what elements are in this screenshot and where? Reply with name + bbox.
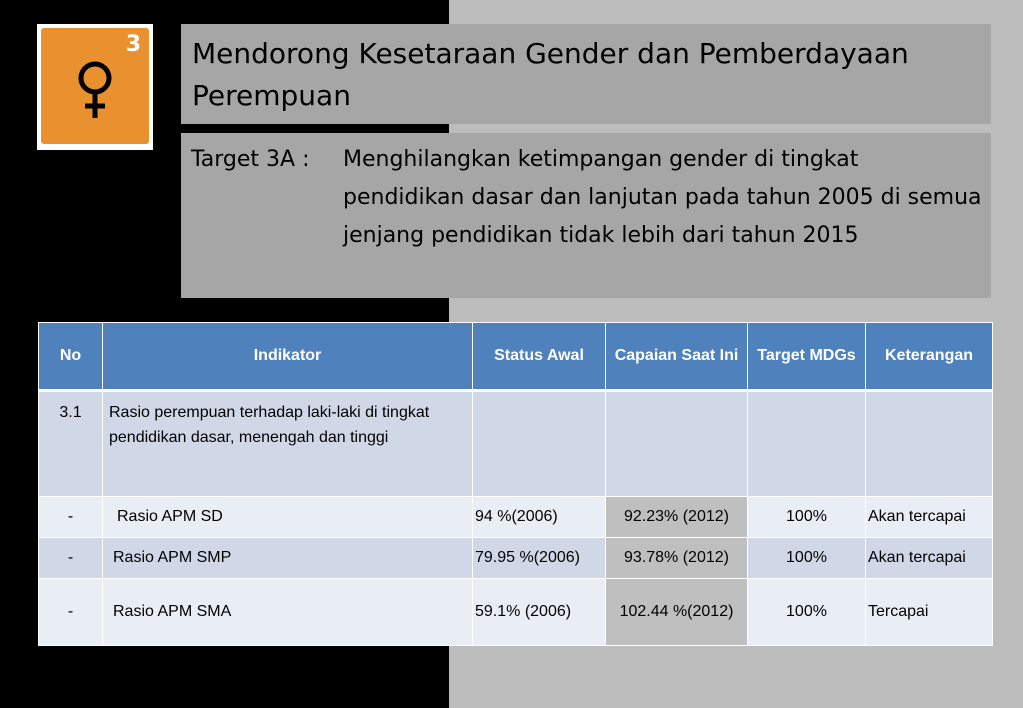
cell-capaian: 102.44 %(2012) bbox=[606, 579, 748, 646]
cell-keterangan: Akan tercapai bbox=[866, 497, 993, 538]
cell-status: 59.1% (2006) bbox=[473, 579, 606, 646]
female-symbol-icon bbox=[67, 56, 123, 122]
header-indikator: Indikator bbox=[103, 323, 473, 391]
mdg-goal-icon bbox=[37, 24, 153, 150]
cell-status: 94 %(2006) bbox=[473, 497, 606, 538]
cell-indikator: Rasio APM SMA bbox=[103, 579, 473, 646]
cell-keterangan: Akan tercapai bbox=[866, 538, 993, 579]
table-row bbox=[39, 391, 993, 497]
table-row bbox=[39, 538, 993, 579]
goal-badge bbox=[41, 28, 149, 144]
cell-target: 100% bbox=[748, 538, 866, 579]
header-no: No bbox=[39, 323, 103, 391]
cell-indikator: Rasio perempuan terhadap laki-laki di tingkat pendidikan dasar, menengah dan tinggi bbox=[103, 391, 473, 497]
cell-status bbox=[473, 391, 606, 497]
cell-keterangan: Tercapai bbox=[866, 579, 993, 646]
target-description: Menghilangkan ketimpangan gender di tingkat pendidikan dasar dan lanjutan pada tahun 2005 di semua jenjang pendidikan tidak lebih dari tahun 2015 bbox=[343, 147, 982, 248]
page-title: Mendorong Kesetaraan Gender dan Pemberdayaan Perempuan bbox=[192, 37, 909, 112]
header-keterangan: Keterangan bbox=[866, 323, 993, 391]
cell-capaian: 92.23% (2012) bbox=[606, 497, 748, 538]
cell-no: 3.1 bbox=[39, 391, 103, 497]
cell-status: 79.95 %(2006) bbox=[473, 538, 606, 579]
cell-indikator: Rasio APM SD bbox=[103, 497, 473, 538]
indicator-table bbox=[38, 322, 993, 646]
cell-no: - bbox=[39, 579, 103, 646]
cell-no: - bbox=[39, 538, 103, 579]
header-status-awal: Status Awal bbox=[473, 323, 606, 391]
target-label: Target 3A : bbox=[191, 147, 310, 172]
cell-target: 100% bbox=[748, 497, 866, 538]
table-row bbox=[39, 579, 993, 646]
cell-no: - bbox=[39, 497, 103, 538]
cell-indikator: Rasio APM SMP bbox=[103, 538, 473, 579]
title-panel bbox=[181, 24, 991, 124]
header-capaian: Capaian Saat Ini bbox=[606, 323, 748, 391]
target-panel bbox=[181, 133, 991, 298]
cell-capaian bbox=[606, 391, 748, 497]
table-header-row bbox=[39, 323, 993, 391]
goal-number: 3 bbox=[125, 32, 141, 57]
header-target: Target MDGs bbox=[748, 323, 866, 391]
table-row bbox=[39, 497, 993, 538]
cell-target bbox=[748, 391, 866, 497]
cell-keterangan bbox=[866, 391, 993, 497]
cell-capaian: 93.78% (2012) bbox=[606, 538, 748, 579]
cell-target: 100% bbox=[748, 579, 866, 646]
